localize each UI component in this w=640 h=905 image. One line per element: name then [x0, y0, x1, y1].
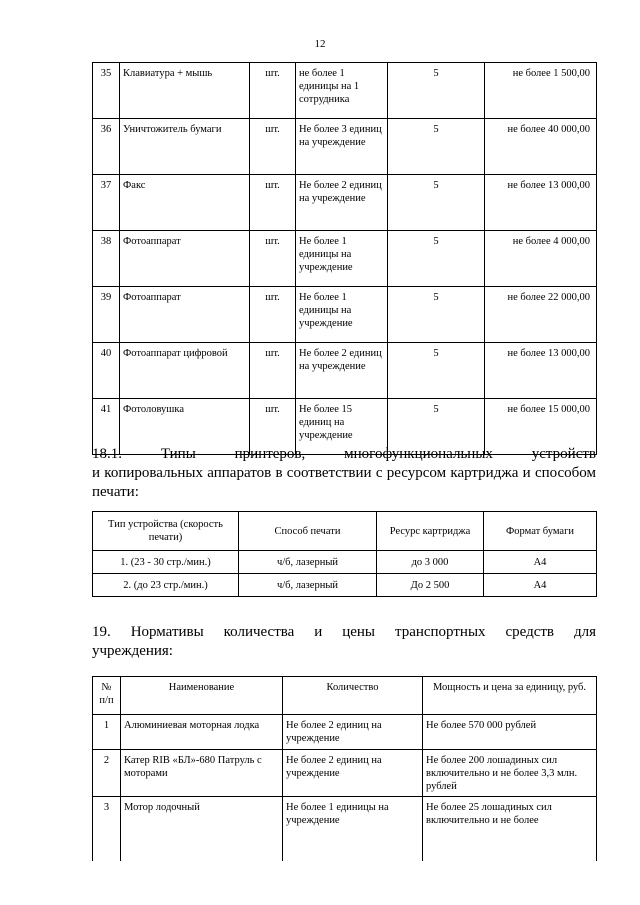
column-header: Мощность и цена за единицу, руб.	[423, 677, 597, 715]
table-cell-num: 39	[93, 287, 120, 343]
table-cell-unit: шт.	[250, 287, 296, 343]
section-19-text: учреждения:	[92, 643, 173, 659]
table-cell-limit: Не более 2 единиц на учреждение	[296, 175, 388, 231]
transport-table	[92, 676, 597, 861]
table-cell: Мотор лодочный	[121, 797, 283, 862]
paragraph-word: многофункциональных	[344, 446, 493, 462]
column-header: Ресурс картриджа	[377, 512, 484, 551]
table-cell: Не более 200 лошадиных сил включительно и не более 3,3 млн. рублей	[423, 750, 597, 797]
table-cell-price: не более 1 500,00	[485, 63, 597, 119]
table-cell-num: 40	[93, 343, 120, 399]
table-cell-years: 5	[388, 399, 485, 455]
table-cell-unit: шт.	[250, 63, 296, 119]
column-header: Количество	[283, 677, 423, 715]
table-cell-num: 37	[93, 175, 120, 231]
table-cell-unit: шт.	[250, 175, 296, 231]
table-cell-unit: шт.	[250, 399, 296, 455]
table-cell-years: 5	[388, 343, 485, 399]
table-cell: Не более 1 единицы на учреждение	[283, 797, 423, 862]
section-18-1-text: и копировальных аппаратов в соответствии с ресурсом картриджа и способом печати:	[92, 465, 596, 500]
table-cell-unit: шт.	[250, 119, 296, 175]
paragraph-word: количества	[223, 624, 295, 640]
table-cell-name: Клавиатура + мышь	[120, 63, 250, 119]
table-cell: 1. (23 - 30 стр./мин.)	[93, 551, 239, 574]
table-cell: ч/б, лазерный	[239, 551, 377, 574]
paragraph-word: Нормативы	[130, 624, 204, 640]
table-cell-limit: Не более 1 единицы на учреждение	[296, 287, 388, 343]
paragraph-word: 18.1.	[92, 446, 122, 462]
paragraph-word: средств	[505, 624, 555, 640]
page-number: 12	[314, 38, 326, 50]
table-row	[93, 551, 597, 574]
table-cell-years: 5	[388, 287, 485, 343]
paragraph-word: 19.	[92, 624, 111, 640]
table-cell-years: 5	[388, 231, 485, 287]
table-row	[93, 574, 597, 597]
table-cell: Не более 2 единиц на учреждение	[283, 750, 423, 797]
table-row	[93, 750, 597, 797]
table-cell-num: 36	[93, 119, 120, 175]
table-cell: 2. (до 23 стр./мин.)	[93, 574, 239, 597]
table-cell-price: не более 13 000,00	[485, 343, 597, 399]
section-18-1-paragraph	[92, 445, 596, 502]
table-cell-limit: Не более 3 единиц на учреждение	[296, 119, 388, 175]
table-cell: 3	[93, 797, 121, 862]
table-cell-limit: Не более 2 единиц на учреждение	[296, 343, 388, 399]
table-cell-limit: Не более 1 единицы на учреждение	[296, 231, 388, 287]
column-header: Способ печати	[239, 512, 377, 551]
table-cell-num: 41	[93, 399, 120, 455]
table-cell: Не более 25 лошадиных сил включительно и не более	[423, 797, 597, 862]
table-cell: А4	[484, 551, 597, 574]
table-cell-years: 5	[388, 63, 485, 119]
column-header: Наименование	[121, 677, 283, 715]
table-cell-price: не более 40 000,00	[485, 119, 597, 175]
table-cell: Катер RIB «БЛ»-680 Патруль с моторами	[121, 750, 283, 797]
table-cell-num: 35	[93, 63, 120, 119]
table-row	[93, 119, 597, 175]
column-header: Формат бумаги	[484, 512, 597, 551]
table-cell-limit: Не более 15 единиц на учреждение	[296, 399, 388, 455]
table-cell-price: не более 22 000,00	[485, 287, 597, 343]
table-cell-name: Фотоловушка	[120, 399, 250, 455]
paragraph-word: транспортных	[394, 624, 486, 640]
table-cell-name: Фотоаппарат цифровой	[120, 343, 250, 399]
paragraph-word: цены	[342, 624, 376, 640]
table-cell-price: не более 4 000,00	[485, 231, 597, 287]
table-cell-unit: шт.	[250, 343, 296, 399]
table-row	[93, 63, 597, 119]
table-cell-name: Факс	[120, 175, 250, 231]
paragraph-word: устройств	[531, 446, 596, 462]
table-cell: До 2 500	[377, 574, 484, 597]
table-cell: А4	[484, 574, 597, 597]
section-19-paragraph	[92, 623, 596, 661]
paragraph-word: и	[314, 624, 323, 640]
table-row	[93, 797, 597, 862]
table-cell-price: не более 13 000,00	[485, 175, 597, 231]
table-cell-years: 5	[388, 119, 485, 175]
table-cell-num: 38	[93, 231, 120, 287]
table-cell-name: Уничтожитель бумаги	[120, 119, 250, 175]
table-cell-limit: не более 1 единицы на 1 сотрудника	[296, 63, 388, 119]
table-cell-name: Фотоаппарат	[120, 231, 250, 287]
table-row	[93, 175, 597, 231]
table-cell: 1	[93, 715, 121, 750]
table-cell: Не более 2 единиц на учреждение	[283, 715, 423, 750]
paragraph-word: Типы	[160, 446, 196, 462]
table-row	[93, 287, 597, 343]
column-header: Тип устройства (скорость печати)	[93, 512, 239, 551]
table-cell: Не более 570 000 рублей	[423, 715, 597, 750]
table-cell: Алюминиевая моторная лодка	[121, 715, 283, 750]
table-row	[93, 343, 597, 399]
table-cell-years: 5	[388, 175, 485, 231]
table-cell-price: не более 15 000,00	[485, 399, 597, 455]
paragraph-word: принтеров,	[234, 446, 306, 462]
table-row	[93, 231, 597, 287]
table-cell-unit: шт.	[250, 231, 296, 287]
table-cell: ч/б, лазерный	[239, 574, 377, 597]
table-cell: 2	[93, 750, 121, 797]
column-header: № п/п	[93, 677, 121, 715]
printers-table	[92, 511, 597, 597]
equipment-table	[92, 62, 597, 455]
table-cell-name: Фотоаппарат	[120, 287, 250, 343]
paragraph-word: для	[573, 624, 596, 640]
table-cell: до 3 000	[377, 551, 484, 574]
table-row	[93, 715, 597, 750]
